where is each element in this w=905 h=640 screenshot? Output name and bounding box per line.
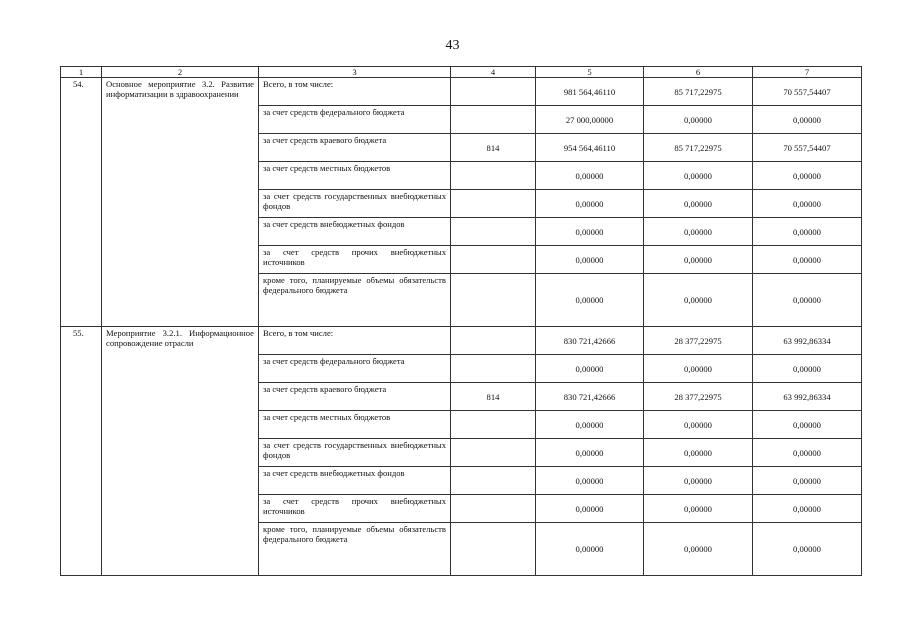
value-cell-col7: 70 557,54407 [753, 134, 862, 162]
value-cell-col7: 70 557,54407 [753, 78, 862, 106]
value-cell-col7: 0,00000 [753, 162, 862, 190]
value-cell-col5: 27 000,00000 [536, 106, 644, 134]
value-cell-col5: 0,00000 [536, 439, 644, 467]
funding-source-cell: за счет средств краевого бюджета [259, 134, 451, 162]
value-cell-col6: 0,00000 [644, 523, 753, 576]
value-cell-col6: 28 377,22975 [644, 383, 753, 411]
value-cell-col7: 0,00000 [753, 411, 862, 439]
funding-source-cell: за счет средств прочих внебюджетных источников [259, 246, 451, 274]
column-header: 5 [536, 67, 644, 78]
column-header: 4 [451, 67, 536, 78]
value-cell-col6: 0,00000 [644, 218, 753, 246]
value-cell-col6: 0,00000 [644, 355, 753, 383]
value-cell-col7: 0,00000 [753, 495, 862, 523]
value-cell-col7: 0,00000 [753, 218, 862, 246]
value-cell-col5: 0,00000 [536, 162, 644, 190]
budget-code-cell [451, 162, 536, 190]
value-cell-col6: 0,00000 [644, 162, 753, 190]
budget-code-cell [451, 411, 536, 439]
budget-code-cell [451, 106, 536, 134]
value-cell-col6: 85 717,22975 [644, 134, 753, 162]
value-cell-col6: 0,00000 [644, 106, 753, 134]
value-cell-col5: 0,00000 [536, 274, 644, 327]
funding-source-cell: за счет средств местных бюджетов [259, 411, 451, 439]
value-cell-col5: 0,00000 [536, 467, 644, 495]
table-body [61, 78, 862, 576]
table-row [61, 78, 862, 106]
value-cell-col7: 0,00000 [753, 467, 862, 495]
funding-source-cell: за счет средств местных бюджетов [259, 162, 451, 190]
value-cell-col5: 830 721,42666 [536, 327, 644, 355]
value-cell-col6: 0,00000 [644, 411, 753, 439]
column-header: 2 [102, 67, 259, 78]
budget-code-cell [451, 355, 536, 383]
budget-code-cell [451, 246, 536, 274]
column-header: 7 [753, 67, 862, 78]
funding-source-cell: за счет средств государственных внебюджетных фондов [259, 439, 451, 467]
value-cell-col6: 0,00000 [644, 246, 753, 274]
funding-source-cell: кроме того, планируемые объемы обязательств федерального бюджета [259, 523, 451, 576]
value-cell-col7: 0,00000 [753, 106, 862, 134]
value-cell-col5: 0,00000 [536, 411, 644, 439]
funding-source-cell: за счет средств прочих внебюджетных источников [259, 495, 451, 523]
budget-code-cell [451, 495, 536, 523]
value-cell-col5: 0,00000 [536, 355, 644, 383]
value-cell-col5: 981 564,46110 [536, 78, 644, 106]
budget-code-cell [451, 439, 536, 467]
value-cell-col6: 0,00000 [644, 467, 753, 495]
funding-source-cell: за счет средств государственных внебюджетных фондов [259, 190, 451, 218]
budget-code-cell [451, 523, 536, 576]
budget-code-cell [451, 218, 536, 246]
value-cell-col5: 954 564,46110 [536, 134, 644, 162]
column-header: 3 [259, 67, 451, 78]
value-cell-col7: 0,00000 [753, 274, 862, 327]
value-cell-col5: 0,00000 [536, 495, 644, 523]
table-row [61, 327, 862, 355]
value-cell-col5: 0,00000 [536, 246, 644, 274]
budget-code-cell: 814 [451, 383, 536, 411]
column-header: 1 [61, 67, 102, 78]
row-number-cell: 54. [61, 78, 102, 327]
value-cell-col6: 0,00000 [644, 274, 753, 327]
column-header: 6 [644, 67, 753, 78]
value-cell-col5: 0,00000 [536, 190, 644, 218]
value-cell-col5: 0,00000 [536, 218, 644, 246]
budget-code-cell [451, 327, 536, 355]
funding-source-cell: за счет средств федерального бюджета [259, 355, 451, 383]
budget-code-cell [451, 467, 536, 495]
row-number-cell: 55. [61, 327, 102, 576]
funding-source-cell: кроме того, планируемые объемы обязательств федерального бюджета [259, 274, 451, 327]
value-cell-col7: 0,00000 [753, 246, 862, 274]
funding-source-cell: за счет средств внебюджетных фондов [259, 218, 451, 246]
value-cell-col6: 85 717,22975 [644, 78, 753, 106]
value-cell-col7: 0,00000 [753, 439, 862, 467]
activity-name-cell: Мероприятие 3.2.1. Информационное сопровождение отрасли [102, 327, 259, 576]
value-cell-col6: 0,00000 [644, 190, 753, 218]
value-cell-col5: 0,00000 [536, 523, 644, 576]
value-cell-col6: 0,00000 [644, 495, 753, 523]
value-cell-col7: 0,00000 [753, 355, 862, 383]
budget-code-cell [451, 274, 536, 327]
funding-source-cell: Всего, в том числе: [259, 327, 451, 355]
funding-source-cell: Всего, в том числе: [259, 78, 451, 106]
value-cell-col7: 0,00000 [753, 190, 862, 218]
budget-code-cell [451, 78, 536, 106]
column-number-row [61, 67, 862, 78]
value-cell-col7: 0,00000 [753, 523, 862, 576]
value-cell-col6: 28 377,22975 [644, 327, 753, 355]
value-cell-col5: 830 721,42666 [536, 383, 644, 411]
budget-table [60, 66, 862, 576]
funding-source-cell: за счет средств краевого бюджета [259, 383, 451, 411]
activity-name-cell: Основное мероприятие 3.2. Развитие информатизации в здравоохранении [102, 78, 259, 327]
value-cell-col7: 63 992,86334 [753, 383, 862, 411]
value-cell-col7: 63 992,86334 [753, 327, 862, 355]
budget-code-cell [451, 190, 536, 218]
value-cell-col6: 0,00000 [644, 439, 753, 467]
funding-source-cell: за счет средств внебюджетных фондов [259, 467, 451, 495]
funding-source-cell: за счет средств федерального бюджета [259, 106, 451, 134]
budget-code-cell: 814 [451, 134, 536, 162]
page-number: 43 [445, 38, 460, 53]
